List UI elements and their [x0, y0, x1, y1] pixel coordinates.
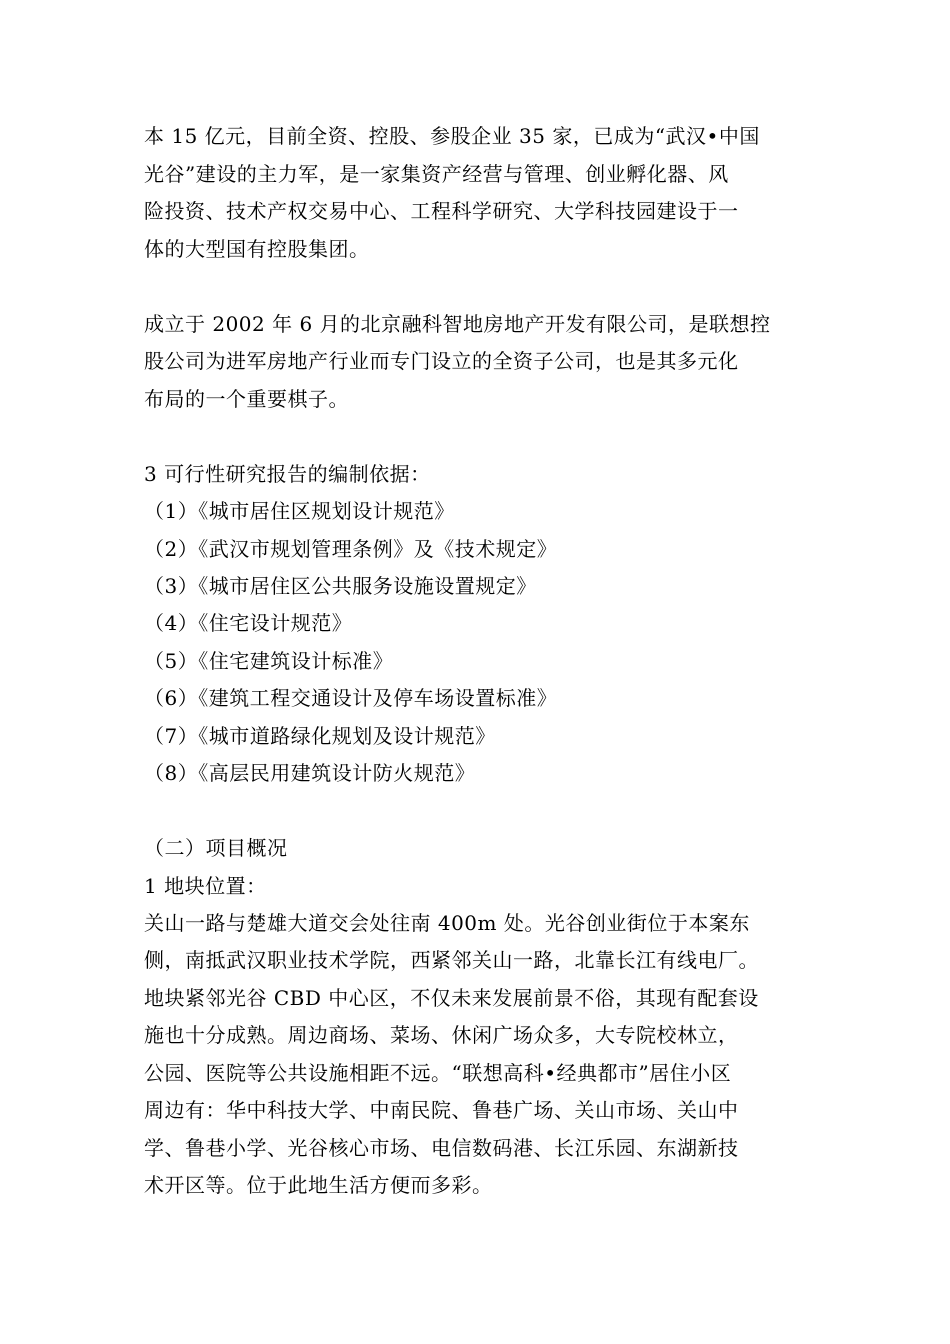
location-paragraph-line-8: 术开区等。位于此地生活方便而多彩。: [144, 1173, 493, 1197]
company-paragraph-line-2: 光谷”建设的主力军，是一家集资产经营与管理、创业孵化器、风: [144, 162, 729, 186]
basis-list-item: （7）《城市道路绿化规划及设计规范》: [144, 724, 496, 748]
section-heading: （二）项目概况: [144, 836, 288, 860]
location-paragraph-line-7: 学、鲁巷小学、光谷核心市场、电信数码港、长江乐园、东湖新技: [144, 1136, 739, 1160]
lenovo-paragraph-line-3: 布局的一个重要棋子。: [144, 387, 349, 411]
basis-list-item: （8）《高层民用建筑设计防火规范》: [144, 761, 476, 785]
basis-list-item: （3）《城市居住区公共服务设施设置规定》: [144, 574, 537, 598]
lenovo-paragraph-line-2: 股公司为进军房地产行业而专门设立的全资子公司，也是其多元化: [144, 349, 739, 373]
location-paragraph-line-5: 公园、医院等公共设施相距不远。“联想高科•经典都市”居住小区: [144, 1061, 732, 1085]
location-paragraph-line-1: 关山一路与楚雄大道交会处往南 400m 处。光谷创业街位于本案东: [144, 911, 750, 935]
company-paragraph-line-1: 本 15 亿元，目前全资、控股、参股企业 35 家，已成为“武汉•中国: [144, 124, 760, 148]
company-paragraph-line-3: 险投资、技术产权交易中心、工程科学研究、大学科技园建设于一: [144, 199, 739, 223]
company-paragraph-line-4: 体的大型国有控股集团。: [144, 237, 370, 261]
basis-heading: 3 可行性研究报告的编制依据：: [144, 462, 431, 486]
basis-list-item: （2）《武汉市规划管理条例》及《技术规定》: [144, 537, 558, 561]
basis-list-item: （5）《住宅建筑设计标准》: [144, 649, 394, 673]
location-paragraph-line-6: 周边有：华中科技大学、中南民院、鲁巷广场、关山市场、关山中: [144, 1098, 739, 1122]
location-paragraph-line-3: 地块紧邻光谷 CBD 中心区，不仅未来发展前景不俗，其现有配套设: [144, 986, 759, 1010]
basis-list-item: （4）《住宅设计规范》: [144, 611, 353, 635]
lenovo-paragraph-line-1: 成立于 2002 年 6 月的北京融科智地房地产开发有限公司，是联想控: [144, 312, 771, 336]
location-paragraph-line-2: 侧，南抵武汉职业技术学院，西紧邻关山一路，北靠长江有线电厂。: [144, 948, 759, 972]
basis-list-item: （6）《建筑工程交通设计及停车场设置标准》: [144, 686, 558, 710]
location-paragraph-line-4: 施也十分成熟。周边商场、菜场、休闲广场众多，大专院校林立，: [144, 1023, 739, 1047]
location-heading: 1 地块位置：: [144, 874, 267, 898]
basis-list-item: （1）《城市居住区规划设计规范》: [144, 499, 455, 523]
